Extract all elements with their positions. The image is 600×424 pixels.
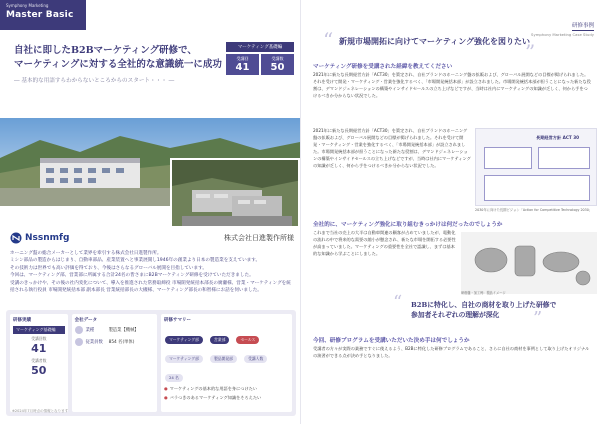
info-panel <box>6 310 296 416</box>
figure-box <box>484 147 532 169</box>
goal-item <box>164 386 289 392</box>
check-icon: ● <box>163 395 168 400</box>
data-value: 854 名(単体) <box>108 340 135 345</box>
industry-icon <box>75 326 83 334</box>
department-chip: マーケティング部 <box>165 355 203 363</box>
kpi-value: 41 <box>31 342 47 355</box>
col-header: 研修サマリー <box>163 318 191 323</box>
tag-label: 研修事例 <box>571 23 594 29</box>
series-header <box>0 0 86 30</box>
case-study-tag <box>531 12 594 37</box>
section-heading: 今回、研修プログラムを受講いただいた決め手は何でしょうか <box>313 338 470 344</box>
article-subtitle: ― 基本的な用語すらわからないところからのスタート・・・ ― <box>14 78 175 84</box>
article-title <box>14 44 224 84</box>
department-chip: 製品開発部 <box>210 355 237 363</box>
data-value: 製造業【機械】 <box>108 328 139 333</box>
badge-value: 50 <box>270 62 285 73</box>
quote-open-icon: “ <box>323 28 334 52</box>
department-chips <box>164 326 289 345</box>
tag-sub: Symphony Marketing Case Study <box>531 32 594 37</box>
department-chips <box>164 345 289 383</box>
headline-2-line-2: 参加者それぞれの理解が深化 <box>411 311 500 319</box>
badge-cell <box>226 54 259 75</box>
data-row <box>75 326 154 334</box>
col-header: 会社データ <box>74 318 98 323</box>
kpi-label: 受講回数 <box>31 336 47 341</box>
training-results <box>10 314 68 412</box>
department-chip: マーケティング部 <box>165 336 203 344</box>
figure-box <box>484 175 590 201</box>
badge-title: マーケティング基礎編 <box>226 42 294 52</box>
department-chip: 営業部 <box>210 336 229 344</box>
course-pill: マーケティング基礎編 <box>13 326 65 334</box>
goal-text: マーケティングの基本的な用語を身につけたい <box>169 386 257 391</box>
act30-figure <box>475 128 597 206</box>
quote-close-icon: ” <box>533 308 543 329</box>
right-page <box>300 0 600 424</box>
product-photo <box>461 232 597 294</box>
intro-paragraph: 受講のきっかけや、その後の社内変化について、導入を推進された常務取締役 市場開発統括本部長の廣瀬様、営業・マーケティングを統括される執行役員 市場開発統括本部 副本部長 営業統括部長の大槻様、マーケティング部長の和智様にお話を伺いました。 <box>10 280 291 294</box>
intro-paragraph: 今回は、マーケティング部、営業部に所属する合計24名の皆さまにB2Bマーケティング研修を受けていただきました。 <box>10 273 254 279</box>
intro-paragraph: その技術力は世界でも高い評価を得ており、今後はさらなるグローバル展開を目指しています。 <box>10 265 207 271</box>
figure-box <box>538 147 590 169</box>
badge-label: 受講数 <box>271 56 284 61</box>
footnote: ※2024年7月時点の情報となります <box>12 409 69 413</box>
company-logo-text: Nssnmfg <box>25 233 70 243</box>
kpi <box>13 358 65 377</box>
course-badge <box>226 42 294 75</box>
company-intro <box>10 250 294 294</box>
badge-label: 受講回 <box>236 56 249 61</box>
company-logo <box>10 232 69 244</box>
employees-icon <box>75 338 83 346</box>
figure-title: 長期経営方針 ACT 30 <box>536 135 580 140</box>
attendees-label: 受講人数 <box>244 355 267 363</box>
kpi <box>13 336 65 355</box>
series-label: Symphony Marketing <box>6 3 49 8</box>
data-key: 業種 <box>85 328 95 333</box>
company-logo-mark-icon <box>10 232 22 244</box>
intro-paragraph: ミシン部品の製造からはじまり、自動車部品、産業装置へと事業展開し1946年の創業より日本の製造業を支えています。 <box>10 258 261 264</box>
attendees-value: 24 名 <box>165 374 183 382</box>
paragraph-continued: 2021年に新たな長期経営方針「ACT30」を策定され、自社ブランドのホーニング盤の拡販および、グローバル展開などの目標が掲げられました。それを受けて開発・マーケティング・営業を強化するべく、「市場開発統括本部」が設立されました。市場開発統括本部が担うことになった新たな役割は、デマンドジェネレーションの構築やインサイドセールスの立ち上げなどですが、当時は社内にマーケティングの知識が乏しく、何から手をつけるべきか分からない状況でした。 <box>313 128 471 168</box>
headline-2-line-1: B2Bに特化し、自社の商材を取り上げた研修で <box>411 301 557 309</box>
title-line-2: マーケティングに対する全社的な意識統一に成功 <box>14 59 222 70</box>
company-name: 株式会社日進製作所様 <box>224 234 294 242</box>
intro-paragraph: ホーニング盤の総合メーカーとして業界を牽引する株式会社日進製作所。 <box>10 251 162 256</box>
col-header: 研修実績 <box>13 318 31 323</box>
paragraph: 受講者の方々が実際の業務ですぐに使えるよう、B2Bに特化した研修プログラムであること、さらに自社の商材を事例として取り上げたオリジナルの演習ができる点が決め手となりました。 <box>313 346 590 358</box>
badge-value: 41 <box>235 62 250 73</box>
factory-aerial-photo <box>170 158 300 228</box>
paragraph: 2021年に新たな長期経営方針「ACT30」を策定され、自社ブランドのホーニング盤の拡販および、グローバル展開などの目標が掲げられました。それを受けて開発・マーケティング・営業を強化するべく、「市場開発統括本部」が設立されました。市場開発統括本部が担うことになった新たな役割は、デマンドジェネレーションの構築やインサイドセールスの立ち上げなどですが、当時は社内にマーケティングの知識が乏しく、何から手をつけるべきか分からない状況でした。 <box>313 72 591 98</box>
department-chip: セールス <box>236 336 259 344</box>
figure-caption: 2030年に向けた長期ビジョン「Action for Competitive Technology 2030」 <box>475 208 593 212</box>
series-title: Master Basic <box>6 10 74 20</box>
check-icon: ● <box>163 386 168 391</box>
training-summary <box>161 314 292 412</box>
kpi-value: 50 <box>31 364 47 377</box>
product-caption: 研削盤・加工例：製品イメージ <box>461 291 506 295</box>
kpi-label: 受講者数 <box>31 358 47 363</box>
title-line-1: 自社に即したB2Bマーケティング研修で、 <box>14 45 197 56</box>
goal-text: バラつきのあるマーケティング知識をそろえたい <box>169 395 262 400</box>
paragraph: これまで当社の売上の大半は自動車関連の顧客が占めていましたが、電動化の流れの中で将来的な需要の縮小が懸念され、新たな市場を開拓する必要性が高まっていました。マーケティングの重要性を全社で認識し、まずは基本的な知識から学ぶことにしました。 <box>313 230 456 256</box>
quote-open-icon: “ <box>393 292 403 313</box>
quote-close-icon: ” <box>525 40 536 64</box>
data-row <box>75 338 154 346</box>
company-row <box>10 228 294 248</box>
section-heading: 全社的に、マーケティング強化に取り組むきっかけは何だったのでしょうか <box>313 222 503 228</box>
company-data <box>72 314 157 412</box>
data-key: 従業員数 <box>85 340 103 345</box>
goal-item <box>164 395 289 401</box>
badge-cell <box>261 54 294 75</box>
headline: 新規市場開拓に向けてマーケティング強化を図りたい <box>339 36 531 46</box>
section-heading: マーケティング研修を受講された経緯を教えてください <box>313 64 453 70</box>
